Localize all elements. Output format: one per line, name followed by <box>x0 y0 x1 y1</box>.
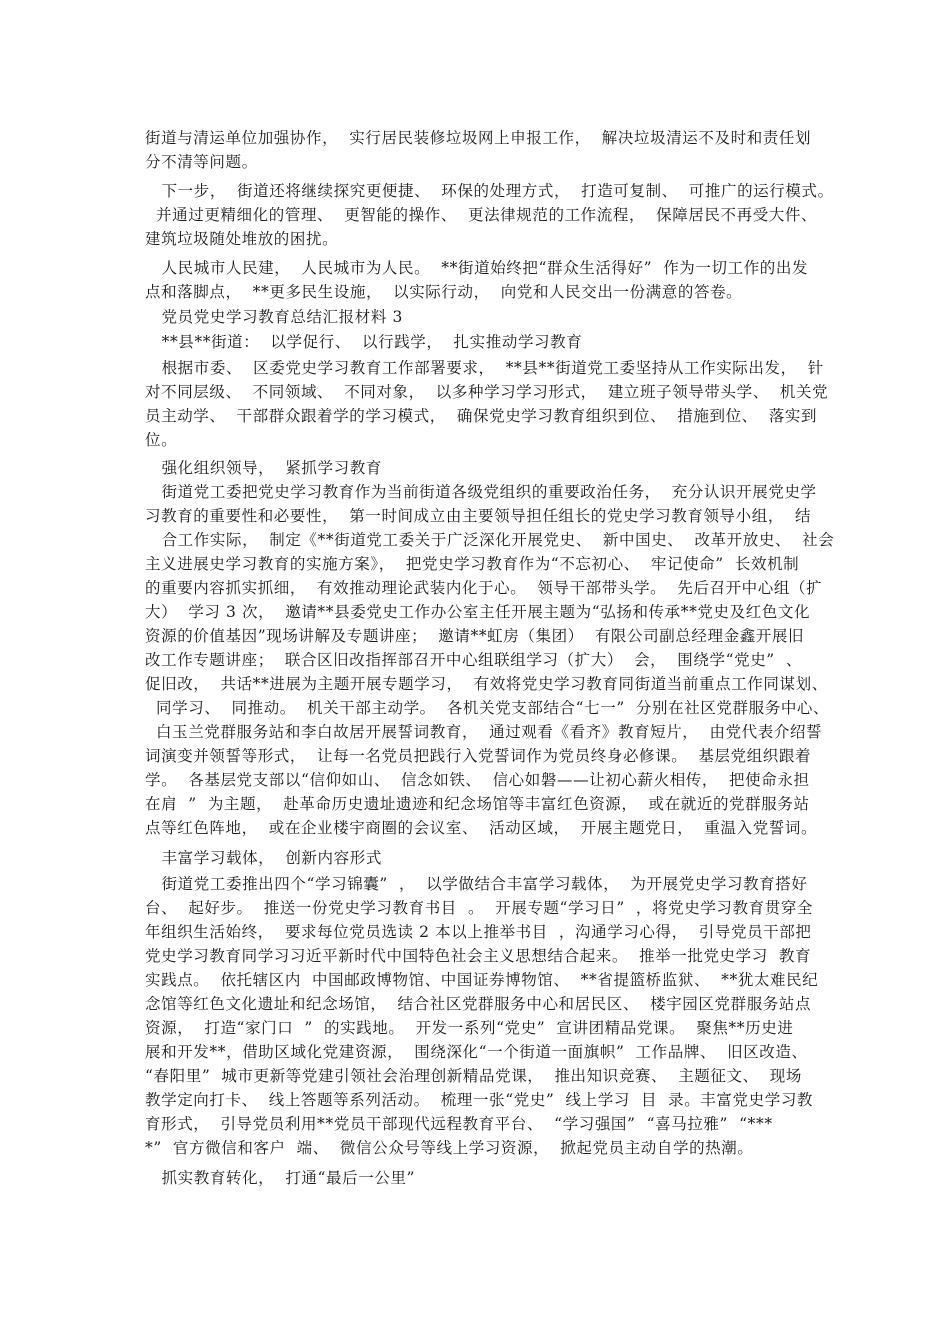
text-line: 台、 起好步。 推送一份党史学习教育书目 。 开展专题“学习日” ，将党史学习教育贯穿全 <box>145 899 814 917</box>
text-line: 党史学习教育同学习习近平新时代中国特色社会主义思想结合起来。 推举一批党史学习 教育 <box>145 947 812 965</box>
text-line: 同学习、 同推动。 机关干部主动学。 各机关党支部结合“七一” 分别在社区党群服务中心、 <box>145 699 830 717</box>
text-line: 的重要内容抓实抓细， 有效推动理论武装内化于心。 领导干部带头学。 先后召开中心组（扩 <box>145 579 823 597</box>
text-line: 展和开发**，借助区域化党建资源， 围绕深化“一个街道一面旗帜” 工作品牌、 旧区改造、 <box>145 1043 808 1061</box>
text-line: 词演变并领誓等形式， 让每一名党员把践行入党誓词作为党员终身必修课。 基层党组织跟着 <box>145 747 812 765</box>
text-line: 人民城市人民建， 人民城市为人民。 **街道始终把“群众生活得好” 作为一切工作的出发 <box>145 259 809 277</box>
text-line: 教学定向打卡、 线上答题等系列活动。 梳理一张“党史” 线上学习 目 录。丰富党史学习教 <box>145 1091 814 1109</box>
text-line: 主义进展史学习教育的实施方案》， 把党史学习教育作为“不忘初心、 牢记使命” 长效机制 <box>145 555 800 573</box>
text-line: 点等红色阵地， 或在企业楼宇商圈的会议室、 活动区域， 开展主题党日， 重温入党誓词。 <box>145 819 818 837</box>
text-line: 资源的价值基因”现场讲解及专题讲座； 邀请**虹房（集团） 有限公司副总经理金鑫开展旧 <box>145 627 805 645</box>
text-line: “春阳里” 城市更新等党建引领社会治理创新精品党课， 推出知识竞赛、 主题征文、 现场 <box>145 1067 802 1085</box>
text-line: 下一步， 街道还将继续探究更便捷、 环保的处理方式， 打造可复制、 可推广的运行模式。 <box>145 182 834 200</box>
text-line: *” 官方微信和客户 端、 微信公众号等线上学习资源， 掀起党员主动自学的热潮。 <box>145 1139 754 1157</box>
text-line: 育形式， 引导党员利用**党员干部现代远程教育平台、 “学习强国” “喜马拉雅” “*** <box>145 1115 773 1133</box>
text-line: 合工作实际， 制定《**街道党工委关于广泛深化开展党史、 新中国史、 改革开放史、 社会 <box>145 531 835 549</box>
text-line: 员主动学、 干部群众跟着学的学习模式， 确保党史学习教育组织到位、 措施到位、 落实到 <box>145 407 818 425</box>
text-line: 改工作专题讲座； 联合区旧改指挥部召开中心组联组学习（扩大） 会， 围绕学“党史” 、 <box>145 651 802 669</box>
text-line: 对不同层级、 不同领域、 不同对象， 以多种学习学习形式， 建立班子领导带头学、 机关党 <box>145 383 829 401</box>
text-line: 学。 各基层党支部以“信仰如山、 信念如铁、 信心如磐——让初心薪火相传， 把使命永担 <box>145 771 810 789</box>
text-line: 念馆等红色文化遗址和纪念场馆， 结合社区党群服务中心和居民区、 楼宇园区党群服务站点 <box>145 995 812 1013</box>
text-line: 年组织生活始终， 要求每位党员选读 2 本以上推举书目 ，沟通学习心得， 引导党员干部把 <box>145 923 812 941</box>
text-line: 街道党工委把党史学习教育作为当前街道各级党组织的重要政治任务， 充分认识开展党史学 <box>145 483 817 501</box>
text-line: 街道党工委推出四个“学习锦囊” ， 以学做结合丰富学习载体， 为开展党史学习教育搭好 <box>145 875 808 893</box>
text-line: 点和落脚点， **更多民生设施， 以实际行动， 向党和人民交出一份满意的答卷。 <box>145 283 743 301</box>
section-heading: 抓实教育转化， 打通“最后一公里” <box>145 1169 416 1187</box>
text-line: 白玉兰党群服务站和李白故居开展誓词教育， 通过观看《看齐》教育短片， 由党代表介绍誓 <box>145 723 823 741</box>
text-line: 位。 <box>145 431 178 449</box>
text-line: 实践点。 依托辖区内 中国邮政博物馆、中国证券博物馆、 **省提篮桥监狱、 **犹太难民纪 <box>145 971 819 989</box>
text-line: 并通过更精细化的管理、 更智能的操作、 更法律规范的工作流程， 保障居民不再受大件、 <box>145 206 818 224</box>
text-line: 在肩 ” 为主题， 赴革命历史遗址遗迹和纪念场馆等丰富红色资源， 或在就近的党群服务站 <box>145 795 810 813</box>
section-heading: 丰富学习载体， 创新内容形式 <box>145 849 382 867</box>
text-line: 习教育的重要性和必要性， 第一时间成立由主要领导担任组长的党史学习教育领导小组， 结 <box>145 507 812 525</box>
text-line: 根据市委、 区委党史学习教育工作部署要求， **县**街道党工委坚持从工作实际出发， 针 <box>145 359 824 377</box>
text-line: 建筑垃圾随处堆放的困扰。 <box>145 230 339 248</box>
subtitle: **县**街道： 以学促行、 以行践学， 扎实推动学习教育 <box>145 333 583 351</box>
text-line: 街道与清运单位加强协作， 实行居民装修垃圾网上申报工作， 解决垃圾清运不及时和责任划 <box>145 129 812 147</box>
text-line: 大） 学习 3 次， 邀请**县委党史工作办公室主任开展主题为“弘扬和传承**党史及红色文化 <box>145 603 811 621</box>
text-line: 资源， 打造“家门口 ” 的实践地。 开发一系列“党史” 宣讲团精品党课。 聚焦**历史进 <box>145 1019 794 1037</box>
section-heading: 强化组织领导， 紧抓学习教育 <box>145 459 382 477</box>
text-line: 分不清等问题。 <box>145 153 258 171</box>
text-line: 促旧改， 共话**进展为主题开展专题学习， 有效将党史学习教育同街道当前重点工作同谋划、 <box>145 675 828 693</box>
section-title: 党员党史学习教育总结汇报材料 3 <box>145 308 403 326</box>
